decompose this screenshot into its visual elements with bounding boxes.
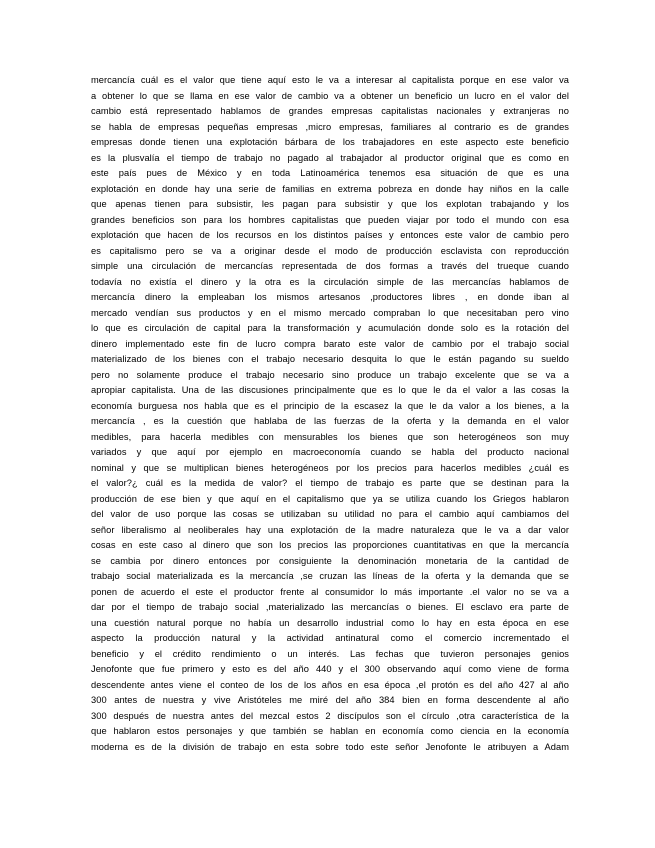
text-line: se habla de empresas pequeñas empresas ,micro empresas, familiares al contrario es de grandes	[91, 121, 569, 132]
text-line: lo que es circulación de capital para la transformación y acumulación donde solo es la rotación del	[91, 323, 569, 333]
text-line: señor liberalismo al neoliberales hay una explotación de la madre naturaleza que le va a dar valor	[91, 524, 569, 535]
text-line: cosas en este caso al dinero que son los precios las proporciones cuantitativas en que la mercancía	[91, 540, 569, 550]
text-line: 300 antes de nuestra y vive Aristóteles me miré del año 384 bien en forma descendente al año	[91, 695, 569, 705]
text-line: moderna es de la división de trabajo en esta sobre todo este señor Jenofonte le atribuyen a Adam	[91, 741, 569, 752]
text-line: medibles, para hacerla medibles con mensurables los bienes que son heterogéneos son muy	[91, 431, 569, 442]
body-text	[91, 73, 569, 755]
text-line: es la plusvalía el tiempo de trabajo no pagado al trabajador al productor original que es como en	[91, 152, 569, 163]
text-line: una cuestión natural porque no había un desarrollo industrial como lo hay en esta época en ese	[91, 617, 569, 628]
text-line: mercancía cuál es el valor que tiene aquí esto le va a interesar al capitalista porque en ese valor va	[91, 75, 569, 85]
text-line: el valor?¿ cuál es la medida de valor? el tiempo de trabajo es parte que se destinan para la	[91, 478, 569, 488]
text-line: cambio está representado hablamos de grandes empresas capitalistas nacionales y extranjeras no	[91, 106, 569, 116]
text-line: mercado vendían sus productos y en el mismo mercado compraban lo que necesitaban pero vino	[91, 307, 569, 318]
text-line: explotación que hacen de los recursos en los distintos países y entonces este valor de cambio pero	[91, 230, 569, 240]
text-line: materializado de los bienes con el trabajo necesario desquita lo que le están pagando su sueldo	[91, 354, 569, 364]
text-line: trabajo social materializada es la mercancía ,se cruzan las líneas de la oferta y la demanda que se	[91, 571, 569, 581]
text-line: empresas donde tienen una explotación bárbara de los trabajadores en este aspecto este beneficio	[91, 137, 569, 147]
text-line: apropiar capitalista. Una de las discusiones principalmente que es lo que le da el valor a las cosas la	[91, 385, 569, 395]
text-line: a obtener lo que se llama en ese valor de cambio va a obtener un beneficio un lucro en el valor del	[91, 90, 569, 101]
text-line: producción de ese bien y que aquí en el capitalismo que ya se utiliza cuando los Griegos hablaron	[91, 493, 569, 504]
text-line: que hablaron estos personajes y que también se hablan en economía como ciencia en la economía	[91, 726, 569, 736]
text-line: economía burguesa nos habla que es el principio de la escasez la que le da valor a los bienes, a la	[91, 400, 569, 411]
text-line: que apenas tienen para subsistir, les pagan para subsistir y que los explotan trabajando y los	[91, 199, 569, 209]
text-line: 300 después de nuestra antes del mezcal estos 2 discípulos son el círculo ,otra característica de la	[91, 710, 569, 721]
text-line: todavía no existía el dinero y la otra es la circulación simple de las mercancías hablamos de	[91, 276, 569, 287]
text-line: aspecto la producción natural y la actividad antinatural como el comercio incrementado el	[91, 633, 569, 643]
text-line: es capitalismo pero se va a originar desde el modo de producción esclavista con reproducción	[91, 245, 569, 256]
text-line: explotación en donde hay una serie de familias en extrema pobreza en donde hay niños en la calle	[91, 183, 569, 194]
text-line: mercancía dinero la empleaban los mismos artesanos ,productores libres , en donde iban al	[91, 292, 569, 302]
text-line: del valor de uso porque las cosas se utilizaban su utilidad no para el cambio aquí cambiamos del	[91, 509, 569, 519]
text-line: este país pues de México y en toda Latinoamérica tenemos esa situación de que es una	[91, 168, 569, 178]
text-line: dar por el tiempo de trabajo social ,materializado las mercancías o bienes. El esclavo era parte de	[91, 602, 569, 612]
text-line: variados y que aquí por ejemplo en macroeconomía cuando se habla del producto nacional	[91, 447, 569, 457]
text-line: simple una circulación de mercancías representada de dos formas a través del trueque cuando	[91, 261, 569, 271]
text-line: nominal y que se multiplican bienes heterogéneos por los precios para hacerlos medibles ¿cuál es	[91, 462, 569, 473]
text-line: beneficio y el crédito rendimiento o un interés. Las fechas que tuvieron personajes genios	[91, 648, 569, 659]
text-line: grandes beneficios son para los hombres capitalistas que pueden viajar por todo el mundo con esa	[91, 214, 569, 225]
text-line: ponen de acuerdo el este el productor frente al consumidor lo más importante .el valor no se va a	[91, 586, 569, 597]
text-line: mercancía , es la cuestión que hablaba de las fuerzas de la oferta y la demanda en el valor	[91, 416, 569, 426]
text-line: descendente antes viene el conteo de los de los años en esa época ,el protón es del año 427 al año	[91, 679, 569, 690]
text-line: Jenofonte que fue primero y esto es del año 440 y el 300 observando aquí como viene de forma	[91, 664, 569, 674]
text-line: pero no solamente produce el trabajo necesario sino produce un trabajo excelente que se va a	[91, 369, 569, 380]
text-line: dinero implementado este fin de lucro compra barato este valor de cambio por el trabajo social	[91, 338, 569, 349]
text-line: se cambia por dinero entonces por consiguiente la denominación monetaria de la cantidad de	[91, 555, 569, 566]
